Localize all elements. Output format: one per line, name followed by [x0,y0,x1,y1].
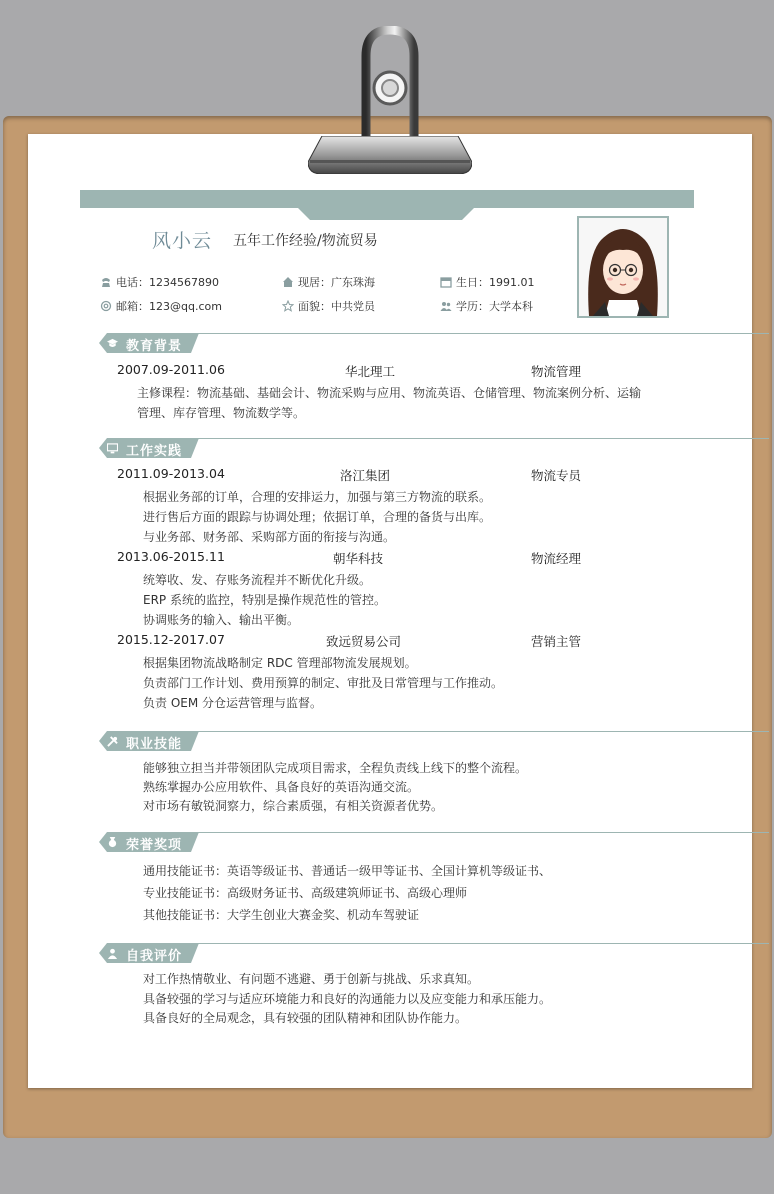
job-duty-line: 负责 OEM 分仓运营管理与监督。 [143,696,323,710]
section-heading: 教育背景 [126,339,183,354]
info-email [100,298,222,314]
job-duty-line: ERP 系统的监控，特别是操作规范性的管控。 [143,593,386,607]
header-accent-notch [298,208,474,220]
job-company: 朝华科技 [333,551,384,566]
candidate-title: 五年工作经验/物流贸易 [233,233,378,249]
residence-text: 现居：广东珠海 [298,276,375,289]
info-birthday [440,274,535,290]
section-divider [195,731,769,732]
skill-line: 对市场有敏锐洞察力，综合素质强，有相关资源者优势。 [143,799,444,813]
job-date: 2011.09-2013.04 [117,466,225,481]
section-divider [195,438,769,439]
email-text: 邮箱：123@qq.com [116,300,222,313]
info-politics [282,298,375,314]
politics-text: 面貌：中共党员 [298,300,375,313]
candidate-name: 风小云 [152,230,213,252]
people-icon [440,300,452,312]
job-date: 2015.12-2017.07 [117,632,225,647]
info-residence [282,274,375,290]
binder-clip-base [308,136,472,174]
section-divider [195,832,769,833]
avatar-photo [577,216,669,318]
section-skills [99,731,769,753]
section-heading: 荣誉奖项 [126,838,183,853]
job-position: 物流经理 [531,551,582,566]
edu-school: 华北理工 [345,364,396,379]
star-icon [282,300,294,312]
job-date: 2013.06-2015.11 [117,549,225,564]
section-self-evaluation [99,943,769,965]
header-accent-bar [80,190,694,208]
tools-icon [107,736,118,747]
job-duty-line: 统筹收、发、存账务流程并不断优化升级。 [143,573,372,587]
job-position: 物流专员 [531,468,582,483]
section-divider [195,333,769,334]
section-honors [99,832,769,854]
self-evaluation-line: 具备较强的学习与适应环境能力和良好的沟通能力以及应变能力和承压能力。 [143,992,552,1006]
job-duty-line: 与业务部、财务部、采购部方面的衔接与沟通。 [143,530,396,544]
birthday-text: 生日：1991.01 [456,276,535,289]
person-icon [107,948,118,959]
job-duty-line: 负责部门工作计划、费用预算的制定、审批及日常管理与工作推动。 [143,676,504,690]
education-level-text: 学历：大学本科 [456,300,533,313]
monitor-icon [107,443,118,454]
skill-line: 能够独立担当并带领团队完成项目需求，全程负责线上线下的整个流程。 [143,761,528,775]
section-work [99,438,769,460]
phone-text: 电话：1234567890 [116,276,219,289]
home-icon [282,276,294,288]
job-company: 致远贸易公司 [326,634,402,649]
graduation-cap-icon [107,338,118,349]
job-position: 营销主管 [531,634,582,649]
edu-major: 物流管理 [531,364,582,379]
phone-icon [100,276,112,288]
section-heading: 自我评价 [126,949,183,964]
section-divider [195,943,769,944]
job-company: 洛江集团 [340,468,391,483]
section-heading: 工作实践 [126,444,183,459]
self-evaluation-line: 具备良好的全局观念，具有较强的团队精神和团队协作能力。 [143,1011,468,1025]
section-education [99,333,769,355]
binder-clip-ring [356,26,424,136]
calendar-icon [440,276,452,288]
edu-date: 2007.09-2011.06 [117,362,225,377]
honor-line: 通用技能证书：英语等级证书、普通话一级甲等证书、全国计算机等级证书、 [143,864,552,878]
self-evaluation-line: 对工作热情敬业、有问题不逃避、勇于创新与挑战、乐求真知。 [143,972,480,986]
avatar-illustration [579,218,667,316]
honor-line: 专业技能证书：高级财务证书、高级建筑师证书、高级心理师 [143,886,468,900]
info-education-level [440,298,533,314]
skill-line: 熟练掌握办公应用软件、具备良好的英语沟通交流。 [143,780,420,794]
email-icon [100,300,112,312]
job-duty-line: 根据业务部的订单，合理的安排运力，加强与第三方物流的联系。 [143,490,492,504]
info-phone [100,274,219,290]
medal-icon [107,837,118,848]
job-duty-line: 协调账务的输入、输出平衡。 [143,613,300,627]
job-duty-line: 根据集团物流战略制定 RDC 管理部物流发展规划。 [143,656,417,670]
section-heading: 职业技能 [126,737,183,752]
edu-courses-line: 管理、库存管理、物流数学等。 [137,406,306,420]
honor-line: 其他技能证书：大学生创业大赛金奖、机动车驾驶证 [143,908,420,922]
edu-courses-line: 主修课程：物流基础、基础会计、物流采购与应用、物流英语、仓储管理、物流案例分析、运输 [137,386,642,400]
job-duty-line: 进行售后方面的跟踪与协调处理；依据订单，合理的备货与出库。 [143,510,492,524]
